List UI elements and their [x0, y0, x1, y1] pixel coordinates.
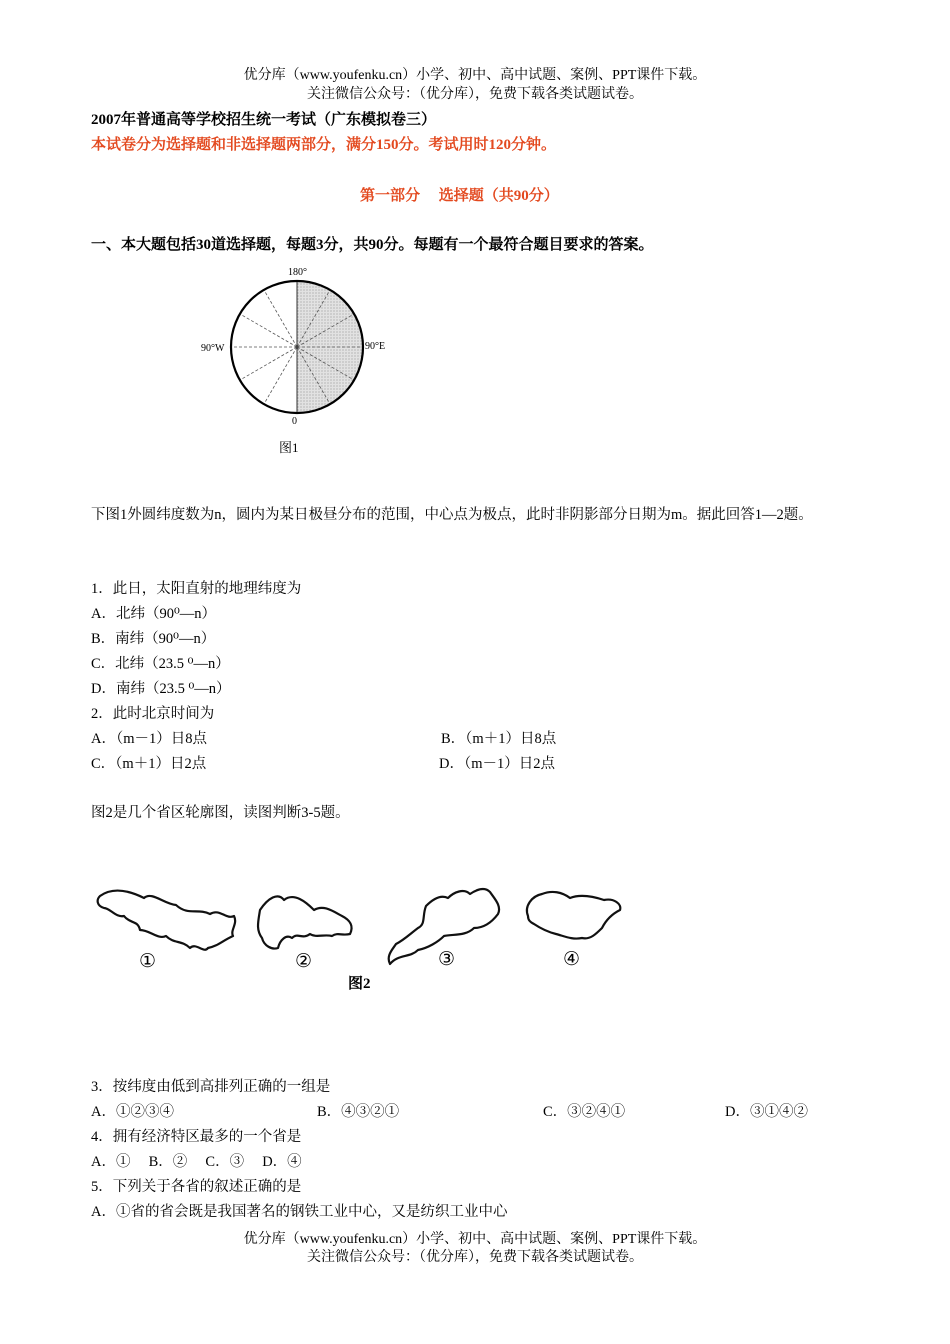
q3-option-a: A．①②③④	[91, 1104, 174, 1120]
header-line-2: 关注微信公众号：（优分库），免费下载各类试题试卷。	[307, 87, 643, 102]
province-outline-1	[98, 891, 235, 950]
intro-paragraph-1: 下图1外圆纬度数为n，圆内为某日极昼分布的范围，中心点为极点，此时非阴影部分日期为m。据此回答1—2题。	[91, 507, 813, 523]
q2-stem: 2．此时北京时间为	[91, 706, 215, 722]
q5-stem: 5．下列关于各省的叙述正确的是	[91, 1179, 302, 1195]
province-outline-2	[258, 896, 352, 948]
q3-stem: 3．按纬度由低到高排列正确的一组是	[91, 1079, 331, 1095]
figure-1-caption: 图1	[279, 440, 299, 455]
outline-label-2: ②	[295, 951, 313, 972]
q5-option-a: A．①省的省会既是我国著名的钢铁工业中心，又是纺织工业中心	[91, 1204, 508, 1220]
exam-title: 2007年普通高等学校招生统一考试（广东模拟卷三）	[91, 112, 437, 128]
q3-option-b: B．④③②①	[317, 1104, 400, 1120]
section-heading: 一、本大题包括30道选择题，每题3分，共90分。每题有一个最符合题目要求的答案。	[91, 237, 654, 253]
q2-option-b: B．（m＋1）日8点	[441, 731, 557, 747]
footer-line-1: 优分库（www.youfenku.cn）小学、初中、高中试题、案例、PPT课件下载。	[243, 1232, 707, 1247]
label-180: 180°	[288, 267, 307, 278]
q2-option-d: D．（m－1）日2点	[439, 756, 555, 772]
footer-line-2: 关注微信公众号：（优分库），免费下载各类试题试卷。	[307, 1250, 643, 1265]
outline-label-4: ④	[563, 949, 581, 970]
q3-option-c: C．③②④①	[543, 1104, 626, 1120]
label-90w: 90°W	[201, 343, 225, 354]
part-title: 第一部分 选择题（共90分）	[360, 188, 559, 204]
outline-label-1: ①	[139, 951, 157, 972]
q3-option-d: D．③①④②	[725, 1104, 808, 1120]
q1-option-d: D．南纬（23.5 ⁰—n）	[91, 681, 231, 697]
figure-2-caption: 图2	[348, 976, 371, 992]
figure-1-polar-diagram	[195, 262, 405, 462]
q4-options: A．① B．② C．③ D．④	[91, 1154, 302, 1170]
q2-option-a: A．（m－1）日8点	[91, 731, 207, 747]
q1-stem: 1．此日，太阳直射的地理纬度为	[91, 581, 302, 597]
q4-stem: 4．拥有经济特区最多的一个省是	[91, 1129, 302, 1145]
outline-label-3: ③	[438, 949, 456, 970]
figure-2-province-outlines	[92, 878, 637, 1003]
intro-paragraph-2: 图2是几个省区轮廓图，读图判断3-5题。	[91, 805, 350, 821]
header-line-1: 优分库（www.youfenku.cn）小学、初中、高中试题、案例、PPT课件下载。	[243, 68, 707, 83]
label-90e: 90°E	[365, 341, 386, 352]
q1-option-c: C．北纬（23.5 ⁰—n）	[91, 656, 230, 672]
q2-option-c: C．（m＋1）日2点	[91, 756, 207, 772]
exam-subtitle: 本试卷分为选择题和非选择题两部分，满分150分。考试用时120分钟。	[91, 137, 557, 153]
q1-option-a: A．北纬（90⁰—n）	[91, 606, 217, 622]
q1-option-b: B．南纬（90⁰—n）	[91, 631, 216, 647]
province-outline-4	[527, 892, 620, 939]
label-0: 0	[292, 416, 297, 427]
